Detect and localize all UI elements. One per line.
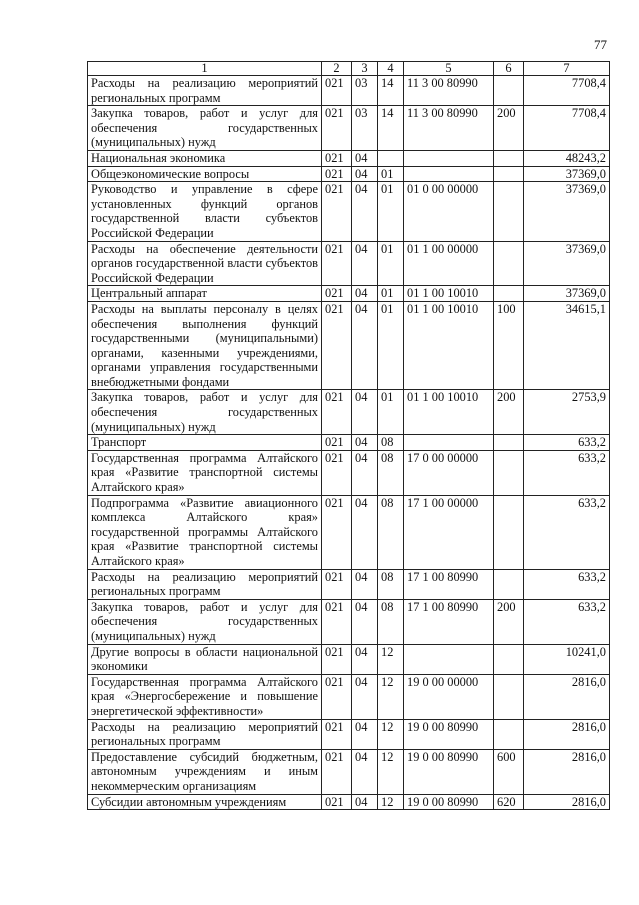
row-amount: 2816,0 <box>524 674 610 719</box>
row-target-article: 01 0 00 00000 <box>404 182 494 241</box>
row-amount: 7708,4 <box>524 106 610 151</box>
row-expense-type: 200 <box>494 599 524 644</box>
table-row <box>88 182 610 241</box>
row-name: Руководство и управление в сфере установленных функций органов государственной власти субъектов Российской Федерации <box>88 182 322 241</box>
row-subsection-code: 08 <box>378 495 404 569</box>
budget-table <box>87 61 610 810</box>
row-expense-type <box>494 719 524 749</box>
row-amount: 633,2 <box>524 495 610 569</box>
table-row <box>88 599 610 644</box>
row-section-code: 04 <box>352 495 378 569</box>
row-section-code: 04 <box>352 435 378 451</box>
row-amount: 10241,0 <box>524 644 610 674</box>
row-expense-type <box>494 450 524 495</box>
row-subsection-code: 12 <box>378 674 404 719</box>
row-gr-code: 021 <box>322 435 352 451</box>
row-subsection-code: 01 <box>378 286 404 302</box>
row-section-code: 04 <box>352 182 378 241</box>
row-target-article <box>404 435 494 451</box>
row-section-code: 04 <box>352 166 378 182</box>
table-row <box>88 569 610 599</box>
row-expense-type <box>494 495 524 569</box>
row-amount: 633,2 <box>524 450 610 495</box>
row-name: Закупка товаров, работ и услуг для обеспечения государственных (муниципальных) нужд <box>88 390 322 435</box>
column-header: 6 <box>494 62 524 76</box>
row-target-article: 17 1 00 80990 <box>404 569 494 599</box>
row-name: Государственная программа Алтайского края «Энергосбережение и повышение энергетической эффективности» <box>88 674 322 719</box>
row-gr-code: 021 <box>322 599 352 644</box>
row-gr-code: 021 <box>322 241 352 286</box>
row-section-code: 04 <box>352 390 378 435</box>
row-gr-code: 021 <box>322 569 352 599</box>
table-row <box>88 794 610 810</box>
row-name: Центральный аппарат <box>88 286 322 302</box>
row-target-article: 19 0 00 80990 <box>404 719 494 749</box>
row-subsection-code: 08 <box>378 435 404 451</box>
row-expense-type: 600 <box>494 749 524 794</box>
row-section-code: 04 <box>352 749 378 794</box>
row-subsection-code: 01 <box>378 241 404 286</box>
column-header: 3 <box>352 62 378 76</box>
row-expense-type: 200 <box>494 390 524 435</box>
row-name: Закупка товаров, работ и услуг для обеспечения государственных (муниципальных) нужд <box>88 599 322 644</box>
page-number: 77 <box>594 37 607 52</box>
row-amount: 2753,9 <box>524 390 610 435</box>
table-row <box>88 301 610 390</box>
row-expense-type <box>494 644 524 674</box>
row-gr-code: 021 <box>322 749 352 794</box>
row-gr-code: 021 <box>322 644 352 674</box>
row-name: Закупка товаров, работ и услуг для обеспечения государственных (муниципальных) нужд <box>88 106 322 151</box>
table-row <box>88 106 610 151</box>
column-header: 7 <box>524 62 610 76</box>
row-section-code: 04 <box>352 150 378 166</box>
row-gr-code: 021 <box>322 674 352 719</box>
row-amount: 7708,4 <box>524 76 610 106</box>
row-subsection-code: 01 <box>378 166 404 182</box>
table-body <box>88 76 610 810</box>
table-row <box>88 495 610 569</box>
row-section-code: 04 <box>352 599 378 644</box>
row-subsection-code: 14 <box>378 106 404 151</box>
row-gr-code: 021 <box>322 76 352 106</box>
row-name: Расходы на реализацию мероприятий региональных программ <box>88 569 322 599</box>
row-section-code: 03 <box>352 106 378 151</box>
row-section-code: 03 <box>352 76 378 106</box>
table-row <box>88 241 610 286</box>
table-row <box>88 674 610 719</box>
row-subsection-code: 08 <box>378 569 404 599</box>
row-amount: 2816,0 <box>524 749 610 794</box>
row-gr-code: 021 <box>322 390 352 435</box>
row-target-article: 11 3 00 80990 <box>404 76 494 106</box>
row-amount: 37369,0 <box>524 241 610 286</box>
row-expense-type <box>494 569 524 599</box>
row-subsection-code: 14 <box>378 76 404 106</box>
row-expense-type <box>494 150 524 166</box>
row-target-article: 01 1 00 10010 <box>404 390 494 435</box>
row-section-code: 04 <box>352 794 378 810</box>
row-subsection-code: 12 <box>378 749 404 794</box>
row-gr-code: 021 <box>322 166 352 182</box>
row-amount: 2816,0 <box>524 794 610 810</box>
table-row <box>88 435 610 451</box>
row-section-code: 04 <box>352 301 378 390</box>
row-target-article: 19 0 00 80990 <box>404 749 494 794</box>
row-expense-type <box>494 286 524 302</box>
table-row <box>88 719 610 749</box>
row-target-article: 19 0 00 00000 <box>404 674 494 719</box>
row-target-article <box>404 150 494 166</box>
row-section-code: 04 <box>352 719 378 749</box>
row-expense-type <box>494 182 524 241</box>
row-target-article <box>404 644 494 674</box>
table-row <box>88 390 610 435</box>
table-row <box>88 749 610 794</box>
row-gr-code: 021 <box>322 150 352 166</box>
row-amount: 633,2 <box>524 569 610 599</box>
row-target-article: 17 1 00 00000 <box>404 495 494 569</box>
row-expense-type <box>494 241 524 286</box>
table-row <box>88 150 610 166</box>
row-subsection-code: 12 <box>378 644 404 674</box>
row-amount: 633,2 <box>524 599 610 644</box>
row-name: Государственная программа Алтайского края «Развитие транспортной системы Алтайского края» <box>88 450 322 495</box>
row-gr-code: 021 <box>322 495 352 569</box>
row-amount: 37369,0 <box>524 166 610 182</box>
row-gr-code: 021 <box>322 286 352 302</box>
row-name: Общеэкономические вопросы <box>88 166 322 182</box>
row-expense-type <box>494 166 524 182</box>
row-target-article: 17 0 00 00000 <box>404 450 494 495</box>
row-name: Расходы на реализацию мероприятий региональных программ <box>88 719 322 749</box>
row-section-code: 04 <box>352 241 378 286</box>
row-section-code: 04 <box>352 286 378 302</box>
row-target-article: 11 3 00 80990 <box>404 106 494 151</box>
row-amount: 34615,1 <box>524 301 610 390</box>
row-subsection-code: 12 <box>378 794 404 810</box>
table-row <box>88 76 610 106</box>
row-section-code: 04 <box>352 450 378 495</box>
row-subsection-code: 12 <box>378 719 404 749</box>
table-row <box>88 450 610 495</box>
row-section-code: 04 <box>352 644 378 674</box>
row-expense-type <box>494 76 524 106</box>
row-expense-type: 200 <box>494 106 524 151</box>
row-gr-code: 021 <box>322 450 352 495</box>
row-gr-code: 021 <box>322 301 352 390</box>
row-target-article: 01 1 00 10010 <box>404 301 494 390</box>
row-name: Расходы на обеспечение деятельности органов государственной власти субъектов Российской Федерации <box>88 241 322 286</box>
row-subsection-code <box>378 150 404 166</box>
table-row <box>88 286 610 302</box>
column-header: 4 <box>378 62 404 76</box>
row-target-article: 01 1 00 10010 <box>404 286 494 302</box>
row-gr-code: 021 <box>322 794 352 810</box>
row-subsection-code: 01 <box>378 390 404 435</box>
row-subsection-code: 01 <box>378 182 404 241</box>
row-gr-code: 021 <box>322 182 352 241</box>
row-name: Транспорт <box>88 435 322 451</box>
table-header-row <box>88 62 610 76</box>
column-header: 5 <box>404 62 494 76</box>
row-gr-code: 021 <box>322 719 352 749</box>
row-subsection-code: 08 <box>378 450 404 495</box>
table-row <box>88 644 610 674</box>
row-target-article: 01 1 00 00000 <box>404 241 494 286</box>
column-header: 2 <box>322 62 352 76</box>
row-name: Субсидии автономным учреждениям <box>88 794 322 810</box>
row-expense-type <box>494 674 524 719</box>
row-section-code: 04 <box>352 569 378 599</box>
row-amount: 37369,0 <box>524 182 610 241</box>
row-section-code: 04 <box>352 674 378 719</box>
row-expense-type: 100 <box>494 301 524 390</box>
row-amount: 37369,0 <box>524 286 610 302</box>
row-name: Расходы на выплаты персоналу в целях обеспечения выполнения функций государственными (муниципальными) органами, казенными учреждениями, органами управления государственными внебюджетными фондами <box>88 301 322 390</box>
table-row <box>88 166 610 182</box>
row-expense-type <box>494 435 524 451</box>
row-name: Подпрограмма «Развитие авиационного комплекса Алтайского края» государственной программы Алтайского края «Развитие транспортной системы Алтайского края» <box>88 495 322 569</box>
row-target-article <box>404 166 494 182</box>
row-name: Расходы на реализацию мероприятий региональных программ <box>88 76 322 106</box>
row-name: Предоставление субсидий бюджетным, автономным учреждениям и иным некоммерческим организациям <box>88 749 322 794</box>
row-gr-code: 021 <box>322 106 352 151</box>
row-name: Национальная экономика <box>88 150 322 166</box>
row-amount: 633,2 <box>524 435 610 451</box>
row-name: Другие вопросы в области национальной экономики <box>88 644 322 674</box>
row-amount: 2816,0 <box>524 719 610 749</box>
row-amount: 48243,2 <box>524 150 610 166</box>
row-subsection-code: 08 <box>378 599 404 644</box>
column-header: 1 <box>88 62 322 76</box>
row-subsection-code: 01 <box>378 301 404 390</box>
row-target-article: 19 0 00 80990 <box>404 794 494 810</box>
row-target-article: 17 1 00 80990 <box>404 599 494 644</box>
row-expense-type: 620 <box>494 794 524 810</box>
